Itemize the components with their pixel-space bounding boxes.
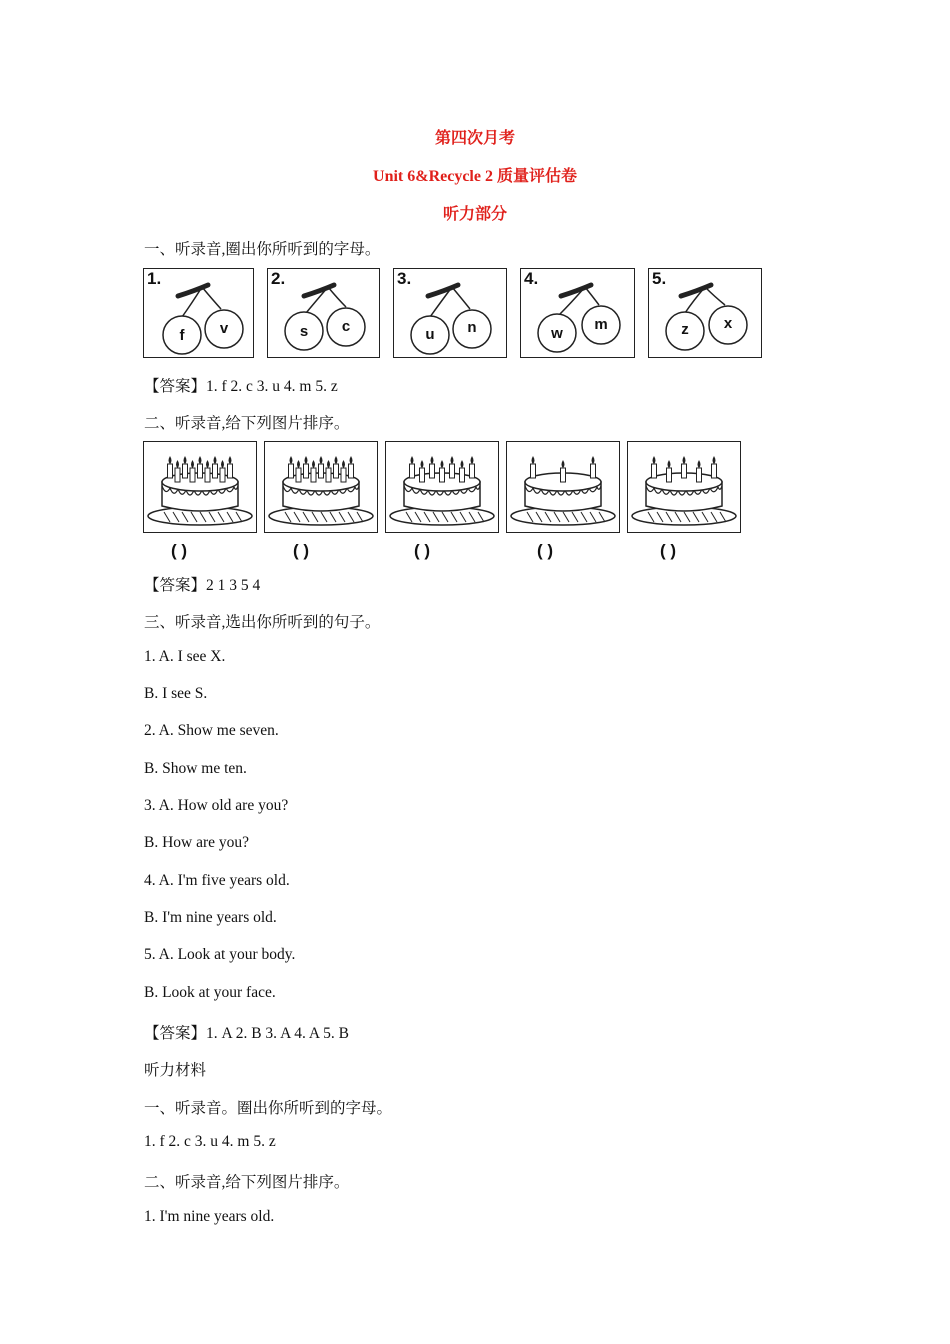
- cherry-icon: [649, 269, 763, 359]
- q1-answer: 【答案】1. f 2. c 3. u 4. m 5. z: [144, 378, 338, 395]
- flame-mark: [451, 456, 454, 464]
- candle-mark: [311, 468, 316, 482]
- candle-mark: [341, 468, 346, 482]
- material-p2-text: 1. I'm nine years old.: [144, 1208, 275, 1225]
- cherry-letter-right[interactable]: v: [219, 320, 229, 337]
- cake-icon: [265, 442, 377, 532]
- cherry-box-number: 2.: [271, 269, 286, 288]
- candle-mark: [561, 468, 566, 482]
- cherry-box-1[interactable]: [143, 268, 254, 358]
- candle-mark: [410, 464, 415, 478]
- q3-option: 4. A. I'm five years old.: [144, 872, 290, 889]
- q3-option: B. I'm nine years old.: [144, 909, 277, 926]
- cherry-row: [143, 268, 775, 358]
- flame-mark: [327, 460, 330, 468]
- section-title: 听力部分: [442, 206, 507, 223]
- candle-mark: [190, 468, 195, 482]
- flame-mark: [312, 460, 315, 468]
- flame-mark: [221, 460, 224, 468]
- cherry-box-number: 4.: [524, 269, 539, 288]
- flame-mark: [683, 456, 686, 464]
- flame-mark: [206, 460, 209, 468]
- page-subtitle: Unit 6&Recycle 2 质量评估卷: [373, 168, 577, 185]
- cherry-letter-right[interactable]: x: [723, 315, 733, 332]
- q3-option: 5. A. Look at your body.: [144, 946, 296, 963]
- flame-mark: [471, 456, 474, 464]
- candle-mark: [205, 468, 210, 482]
- flame-mark: [350, 456, 353, 464]
- cake-box-2[interactable]: [264, 441, 378, 533]
- cherry-icon: [394, 269, 508, 359]
- cherry-letter-right[interactable]: n: [467, 319, 477, 336]
- candle-mark: [450, 464, 455, 478]
- candle-mark: [289, 464, 294, 478]
- candle-mark: [531, 464, 536, 478]
- candle-mark: [667, 468, 672, 482]
- flame-mark: [335, 456, 338, 464]
- candle-mark: [296, 468, 301, 482]
- candle-mark: [228, 464, 233, 478]
- material-heading: 听力材料: [144, 1062, 207, 1079]
- flame-mark: [421, 460, 424, 468]
- flame-mark: [441, 460, 444, 468]
- candle-mark: [213, 464, 218, 478]
- candle-mark: [326, 468, 331, 482]
- flame-mark: [532, 456, 535, 464]
- cake-box-4[interactable]: [506, 441, 620, 533]
- q3-option: B. Look at your face.: [144, 984, 276, 1001]
- candle-mark: [591, 464, 596, 478]
- page-title: 第四次月考: [434, 130, 515, 147]
- candle-mark: [440, 468, 445, 482]
- cherry-box-3[interactable]: [393, 268, 507, 358]
- flame-mark: [176, 460, 179, 468]
- order-blank-2[interactable]: ( ): [293, 541, 310, 560]
- cherry-letter-left[interactable]: z: [681, 321, 689, 338]
- q3-option: 1. A. I see X.: [144, 648, 226, 665]
- order-blank-1[interactable]: ( ): [171, 541, 188, 560]
- material-p2-prompt: 二、听录音,给下列图片排序。: [144, 1174, 350, 1191]
- cherry-box-number: 5.: [652, 269, 667, 288]
- candle-mark: [319, 464, 324, 478]
- candle-mark: [220, 468, 225, 482]
- candle-mark: [652, 464, 657, 478]
- flame-mark: [191, 460, 194, 468]
- cake-icon: [628, 442, 740, 532]
- flame-mark: [713, 456, 716, 464]
- candle-mark: [420, 468, 425, 482]
- flame-mark: [592, 456, 595, 464]
- flame-mark: [411, 456, 414, 464]
- cherry-letter-left[interactable]: w: [551, 325, 563, 342]
- cherry-icon: [144, 269, 256, 359]
- q2-answer: 【答案】2 1 3 5 4: [144, 577, 261, 594]
- cake-box-3[interactable]: [385, 441, 499, 533]
- candle-mark: [430, 464, 435, 478]
- cherry-letter-right[interactable]: m: [594, 316, 608, 333]
- cherry-box-number: 1.: [147, 269, 162, 288]
- cherry-icon: [268, 269, 381, 359]
- candle-mark: [168, 464, 173, 478]
- candle-mark: [175, 468, 180, 482]
- material-p1-text: 1. f 2. c 3. u 4. m 5. z: [144, 1133, 276, 1150]
- q2-prompt: 二、听录音,给下列图片排序。: [144, 415, 350, 432]
- q3-option: B. I see S.: [144, 685, 208, 702]
- flame-mark: [461, 460, 464, 468]
- q3-option: 3. A. How old are you?: [144, 797, 289, 814]
- flame-mark: [184, 456, 187, 464]
- cake-icon: [507, 442, 619, 532]
- cake-box-5[interactable]: [627, 441, 741, 533]
- candle-mark: [198, 464, 203, 478]
- q3-option: B. Show me ten.: [144, 760, 247, 777]
- q3-option: B. How are you?: [144, 834, 250, 851]
- candle-mark: [682, 464, 687, 478]
- flame-mark: [431, 456, 434, 464]
- q3-option: 2. A. Show me seven.: [144, 722, 279, 739]
- candle-mark: [183, 464, 188, 478]
- candle-mark: [712, 464, 717, 478]
- cherry-letter-left[interactable]: f: [179, 327, 185, 344]
- flame-mark: [297, 460, 300, 468]
- cherry-box-5[interactable]: [648, 268, 762, 358]
- flame-mark: [214, 456, 217, 464]
- candle-mark: [304, 464, 309, 478]
- flame-mark: [320, 456, 323, 464]
- flame-mark: [562, 460, 565, 468]
- flame-mark: [668, 460, 671, 468]
- candle-mark: [697, 468, 702, 482]
- order-blank-4[interactable]: ( ): [537, 541, 554, 560]
- q3-answer: 【答案】1. A 2. B 3. A 4. A 5. B: [144, 1025, 349, 1042]
- order-blank-5[interactable]: ( ): [660, 541, 677, 560]
- cherry-box-4[interactable]: [520, 268, 635, 358]
- cake-icon: [144, 442, 256, 532]
- cake-row: [143, 441, 748, 533]
- candle-mark: [460, 468, 465, 482]
- flame-mark: [342, 460, 345, 468]
- cherry-icon: [521, 269, 636, 359]
- cherry-letter-right[interactable]: c: [341, 318, 351, 335]
- cake-box-1[interactable]: [143, 441, 257, 533]
- flame-mark: [229, 456, 232, 464]
- candle-mark: [349, 464, 354, 478]
- cherry-box-2[interactable]: [267, 268, 380, 358]
- candle-mark: [470, 464, 475, 478]
- flame-mark: [653, 456, 656, 464]
- cherry-box-number: 3.: [397, 269, 412, 288]
- cherry-letter-left[interactable]: s: [299, 323, 309, 340]
- candle-mark: [334, 464, 339, 478]
- flame-mark: [169, 456, 172, 464]
- flame-mark: [290, 456, 293, 464]
- flame-mark: [199, 456, 202, 464]
- order-blank-3[interactable]: ( ): [414, 541, 431, 560]
- q3-prompt: 三、听录音,选出你所听到的句子。: [144, 614, 381, 631]
- q1-prompt: 一、听录音,圈出你所听到的字母。: [144, 241, 381, 258]
- cake-icon: [386, 442, 498, 532]
- material-p1-prompt: 一、听录音。圈出你所听到的字母。: [144, 1100, 393, 1117]
- flame-mark: [305, 456, 308, 464]
- cherry-letter-left[interactable]: u: [425, 326, 435, 343]
- flame-mark: [698, 460, 701, 468]
